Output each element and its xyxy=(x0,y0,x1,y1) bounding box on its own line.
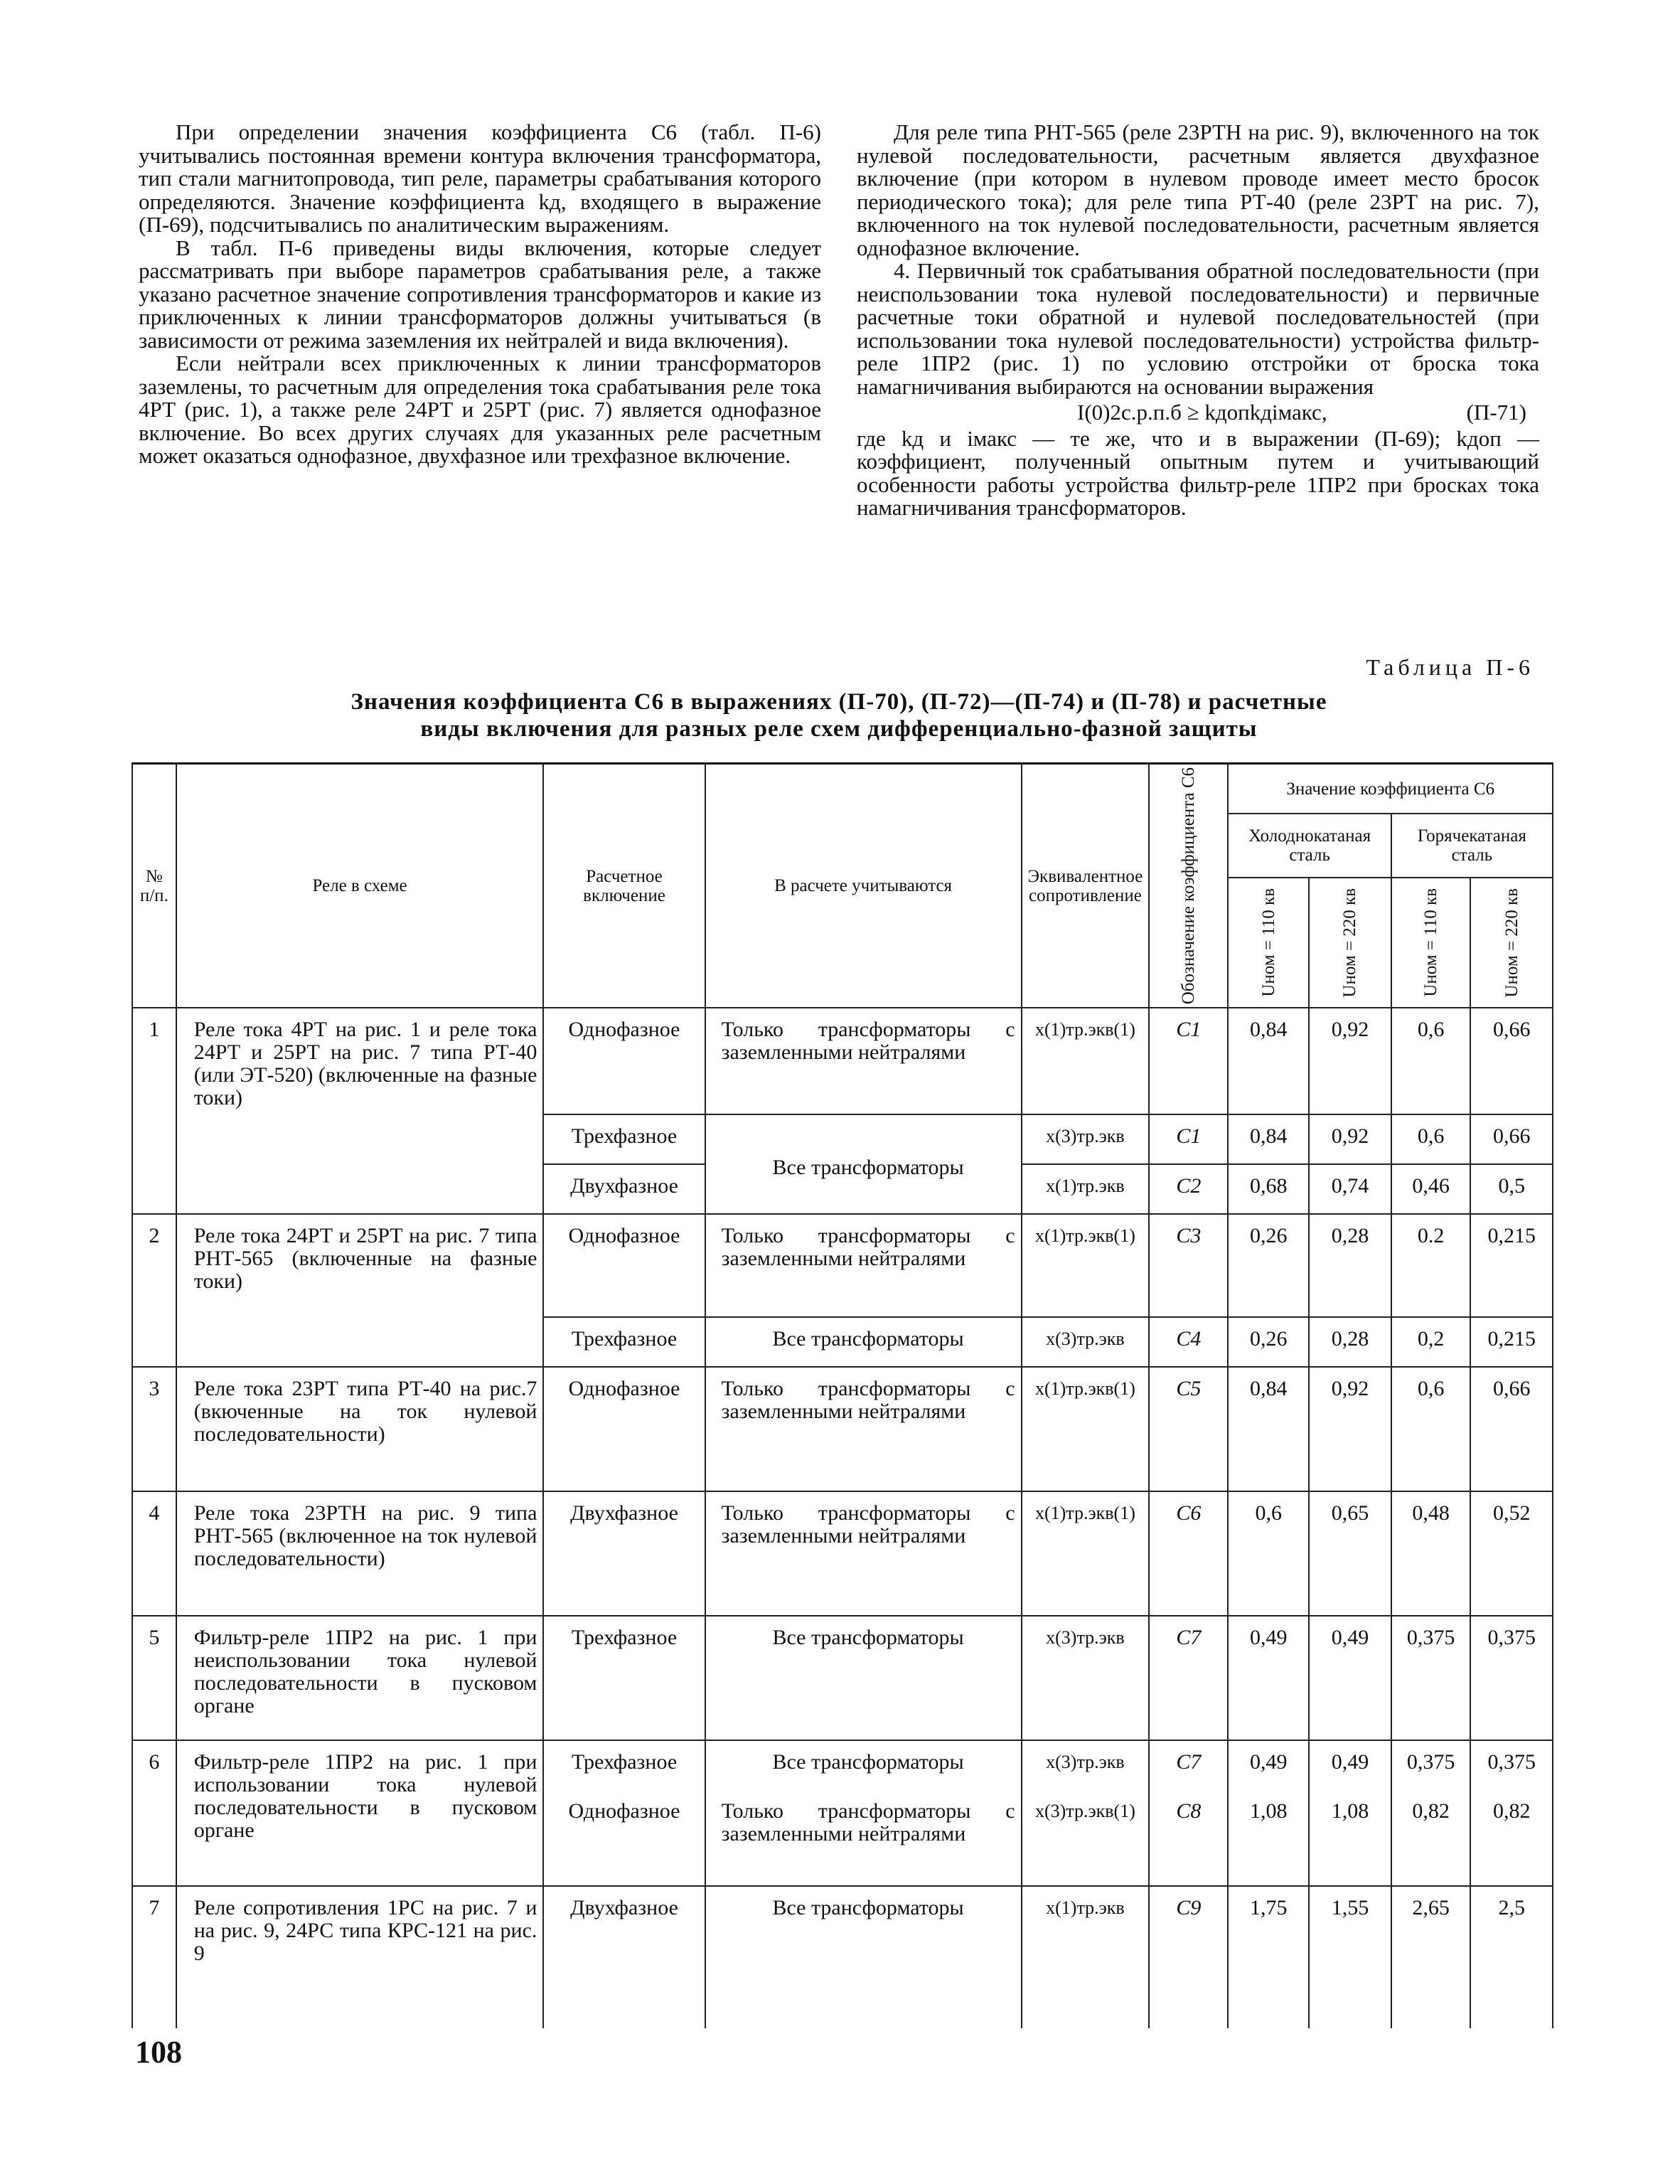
equivalent-cell: x(3)тр.экв xyxy=(1022,1317,1150,1367)
row-number: 6 xyxy=(132,1740,176,1886)
value-cell: 0,49 xyxy=(1228,1740,1309,1790)
value-cell: 0,48 xyxy=(1391,1491,1471,1616)
relay-cell: Реле сопротивления 1РС на рис. 7 и на рис. 9, 24РС типа КРС-121 на рис. 9 xyxy=(176,1886,544,2028)
equivalent-cell: x(1)тр.экв(1) xyxy=(1022,1008,1150,1114)
table-row xyxy=(132,1367,1553,1491)
value-cell: 0,49 xyxy=(1228,1616,1309,1740)
equivalent-cell: x(1)тр.экв xyxy=(1022,1886,1150,2028)
formula-p71 xyxy=(857,401,1539,425)
table-label: Таблица П-6 xyxy=(1366,654,1534,680)
value-cell: 0,52 xyxy=(1470,1491,1553,1616)
equivalent-cell: x(1)тр.экв(1) xyxy=(1022,1367,1150,1491)
consider-cell: Только трансформаторы с заземленными нейтралями xyxy=(705,1367,1022,1491)
value-cell: 0,49 xyxy=(1309,1616,1391,1740)
value-cell: 0.2 xyxy=(1391,1214,1471,1317)
row-number: 5 xyxy=(132,1616,176,1740)
paragraph: Если нейтрали всех приключенных к линии трансформаторов заземлены, то расчетным для определения тока срабатывания реле тока 4РТ (рис. 1), а также реле 24РТ и 25РТ (рис. 7) является однофазное включение. Во всех других случаях для указанных реле расчетным может оказаться однофазное, двухфазное или трехфазное включение. xyxy=(139,351,821,468)
value-cell: 0,2 xyxy=(1391,1317,1471,1367)
value-cell: 1,55 xyxy=(1309,1886,1391,2028)
relay-cell: Реле тока 24РТ и 25РТ на рис. 7 типа РНТ-565 (включенные на фазные токи) xyxy=(176,1214,544,1367)
equivalent-cell: x(1)тр.экв xyxy=(1022,1164,1150,1214)
paragraph: 4. Первичный ток срабатывания обратной последовательности (при неиспользовании тока нулевой последовательности) и первичные расчетные токи обратной и нулевой последовательностей (при использовании тока нулевой последовательности) устройства фильтр-реле 1ПР2 (рис. 1) по условию отстройки от броска тока намагничивания выбираются на основании выражения xyxy=(857,258,1539,399)
table-row xyxy=(132,1886,1553,2028)
left-text-column xyxy=(139,121,821,468)
value-cell: 0,215 xyxy=(1470,1214,1553,1317)
value-cell: 0,68 xyxy=(1228,1164,1309,1214)
value-cell: 0,6 xyxy=(1391,1008,1471,1114)
header-u220-text: Uном = 220 кв xyxy=(1502,888,1521,998)
header-u110 xyxy=(1391,878,1471,1008)
header-u220 xyxy=(1309,878,1391,1008)
consider-cell: Только трансформаторы с заземленными нейтралями xyxy=(705,1008,1022,1114)
symbol-cell: C6 xyxy=(1149,1491,1228,1616)
value-cell: 0,375 xyxy=(1470,1740,1553,1790)
caption-line: Значения коэффициента C6 в выражениях (П-70), (П-72)—(П-74) и (П-78) и расчетные xyxy=(351,689,1327,715)
value-cell: 0,375 xyxy=(1391,1740,1471,1790)
equivalent-cell: x(1)тр.экв(1) xyxy=(1022,1491,1150,1616)
symbol-cell: C4 xyxy=(1149,1317,1228,1367)
inclusion-cell: Двухфазное xyxy=(543,1886,705,2028)
header-symbol xyxy=(1149,764,1228,1008)
equivalent-cell: x(3)тр.экв xyxy=(1022,1740,1150,1790)
relay-cell: Реле тока 23РТН на рис. 9 типа РНТ-565 (включенное на ток нулевой последовательности) xyxy=(176,1491,544,1616)
consider-cell: Все трансформаторы xyxy=(705,1317,1022,1367)
header-u110-text: Uном = 110 кв xyxy=(1421,888,1441,997)
value-cell: 0,84 xyxy=(1228,1008,1309,1114)
value-cell: 0,6 xyxy=(1228,1491,1309,1616)
value-cell: 0,92 xyxy=(1309,1008,1391,1114)
value-cell: 0,6 xyxy=(1391,1367,1471,1491)
value-cell: 0,92 xyxy=(1309,1114,1391,1164)
value-cell: 0,84 xyxy=(1228,1367,1309,1491)
inclusion-cell: Двухфазное xyxy=(543,1164,705,1214)
table-row xyxy=(132,1214,1553,1317)
relay-cell: Фильтр-реле 1ПР2 на рис. 1 при использовании тока нулевой последовательности в пусковом органе xyxy=(176,1740,544,1886)
header-u220-text: Uном = 220 кв xyxy=(1340,888,1360,998)
formula: I(0)2с.р.п.б ≥ kдопkдiмакс, xyxy=(1077,400,1327,425)
row-number: 4 xyxy=(132,1491,176,1616)
symbol-cell: C7 xyxy=(1149,1616,1228,1740)
row-number: 7 xyxy=(132,1886,176,2028)
value-cell: 0,6 xyxy=(1391,1114,1471,1164)
inclusion-cell: Трехфазное xyxy=(543,1616,705,1740)
value-cell: 0,66 xyxy=(1470,1367,1553,1491)
value-cell: 0,26 xyxy=(1228,1214,1309,1317)
paragraph: где kд и iмакс — те же, что и в выражении (П-69); kдоп — коэффициент, полученный опытным путем и учитывающий особенности работы устройства фильтр-реле 1ПР2 при бросках тока намагничивания трансформаторов. xyxy=(857,425,1539,520)
consider-cell: Только трансформаторы с заземленными нейтралями xyxy=(705,1790,1022,1886)
header-hot-steel: Горячекатаная сталь xyxy=(1391,814,1553,878)
consider-cell: Все трансформаторы xyxy=(705,1114,1022,1214)
header-equivalent: Эквивалентное сопротивление xyxy=(1022,764,1150,1008)
coefficient-table xyxy=(132,762,1553,2028)
value-cell: 2,5 xyxy=(1470,1886,1553,2028)
header-consider: В расчете учитываются xyxy=(705,764,1022,1008)
value-cell: 1,08 xyxy=(1228,1790,1309,1886)
header-u110-text: Uном = 110 кв xyxy=(1258,888,1278,997)
table-row xyxy=(132,1616,1553,1740)
value-cell: 0,74 xyxy=(1309,1164,1391,1214)
value-cell: 0,49 xyxy=(1309,1740,1391,1790)
value-cell: 0,5 xyxy=(1470,1164,1553,1214)
consider-cell: Только трансформаторы с заземленными нейтралями xyxy=(705,1214,1022,1317)
header-u220 xyxy=(1470,878,1553,1008)
caption-line: виды включения для разных реле схем дифференциально-фазной защиты xyxy=(420,716,1258,742)
header-inclusion: Расчетное включение xyxy=(543,764,705,1008)
inclusion-cell: Однофазное xyxy=(543,1008,705,1114)
symbol-cell: C5 xyxy=(1149,1367,1228,1491)
paragraph: При определении значения коэффициента C6 (табл. П-6) учитывались постоянная времени контура включения трансформатора, тип стали магнитопровода, тип реле, параметры срабатывания которого определяются. Значение коэффициента kд, входящего в выражение (П-69), подсчитывались по аналитическим выражениям. xyxy=(139,119,821,237)
inclusion-cell: Трехфазное xyxy=(543,1740,705,1790)
header-value: Значение коэффициента C6 xyxy=(1228,764,1553,814)
equivalent-cell: x(3)тр.экв xyxy=(1022,1616,1150,1740)
relay-cell: Фильтр-реле 1ПР2 на рис. 1 при неиспользовании тока нулевой последовательности в пусковом органе xyxy=(176,1616,544,1740)
header-cold-steel: Холоднокатаная сталь xyxy=(1228,814,1391,878)
table-row xyxy=(132,1008,1553,1114)
value-cell: 0,28 xyxy=(1309,1317,1391,1367)
value-cell: 1,75 xyxy=(1228,1886,1309,2028)
value-cell: 0,375 xyxy=(1391,1616,1471,1740)
header-num: № п/п. xyxy=(132,764,176,1008)
right-text-column xyxy=(857,121,1539,520)
equivalent-cell: x(3)тр.экв(1) xyxy=(1022,1790,1150,1886)
value-cell: 0,92 xyxy=(1309,1367,1391,1491)
consider-cell: Все трансформаторы xyxy=(705,1886,1022,2028)
value-cell: 1,08 xyxy=(1309,1790,1391,1886)
row-number: 3 xyxy=(132,1367,176,1491)
symbol-cell: C1 xyxy=(1149,1114,1228,1164)
inclusion-cell: Трехфазное xyxy=(543,1114,705,1164)
row-number: 2 xyxy=(132,1214,176,1367)
symbol-cell: C1 xyxy=(1149,1008,1228,1114)
page-number: 108 xyxy=(135,2035,182,2070)
inclusion-cell: Однофазное xyxy=(543,1367,705,1491)
row-number: 1 xyxy=(132,1008,176,1214)
header-u110 xyxy=(1228,878,1309,1008)
value-cell: 0,215 xyxy=(1470,1317,1553,1367)
value-cell: 2,65 xyxy=(1391,1886,1471,2028)
header-relay: Реле в схеме xyxy=(176,764,544,1008)
value-cell: 0,84 xyxy=(1228,1114,1309,1164)
relay-cell: Реле тока 23РТ типа РТ-40 на рис.7 (вкюченные на ток нулевой последовательности) xyxy=(176,1367,544,1491)
consider-cell: Только трансформаторы с заземленными нейтралями xyxy=(705,1491,1022,1616)
table-row xyxy=(132,1491,1553,1616)
value-cell: 0,46 xyxy=(1391,1164,1471,1214)
value-cell: 0,375 xyxy=(1470,1616,1553,1740)
table-caption xyxy=(135,688,1543,742)
relay-cell: Реле тока 4РТ на рис. 1 и реле тока 24РТ и 25РТ на рис. 7 типа РТ-40 (или ЭТ-520) (включенные на фазные токи) xyxy=(176,1008,544,1214)
consider-cell: Все трансформаторы xyxy=(705,1740,1022,1790)
value-cell: 0,82 xyxy=(1470,1790,1553,1886)
consider-cell: Все трансформаторы xyxy=(705,1616,1022,1740)
inclusion-cell: Трехфазное xyxy=(543,1317,705,1367)
symbol-cell: C7 xyxy=(1149,1740,1228,1790)
inclusion-cell: Однофазное xyxy=(543,1790,705,1886)
paragraph: В табл. П-6 приведены виды включения, которые следует рассматривать при выборе параметров срабатывания реле, а также указано расчетное значение сопротивления трансформаторов и какие из приключенных к линии трансформаторов должны учитываться (в зависимости от режима заземления их нейтралей и вида включения). xyxy=(139,235,821,353)
formula-number: (П-71) xyxy=(1466,400,1526,425)
symbol-cell: C8 xyxy=(1149,1790,1228,1886)
symbol-cell: C2 xyxy=(1149,1164,1228,1214)
equivalent-cell: x(3)тр.экв xyxy=(1022,1114,1150,1164)
inclusion-cell: Двухфазное xyxy=(543,1491,705,1616)
value-cell: 0,65 xyxy=(1309,1491,1391,1616)
value-cell: 0,66 xyxy=(1470,1008,1553,1114)
inclusion-cell: Однофазное xyxy=(543,1214,705,1317)
value-cell: 0,66 xyxy=(1470,1114,1553,1164)
table-row xyxy=(132,1740,1553,1790)
paragraph: Для реле типа РНТ-565 (реле 23РТН на рис. 9), включенного на ток нулевой последовательности, расчетным является двухфазное включение (при котором в нулевом проводе имеет место бросок периодического тока); для реле типа РТ-40 (реле 23РТ на рис. 7), включенного на ток нулевой последовательности, расчетным является однофазное включение. xyxy=(857,119,1539,260)
symbol-cell: C9 xyxy=(1149,1886,1228,2028)
equivalent-cell: x(1)тр.экв(1) xyxy=(1022,1214,1150,1317)
symbol-cell: C3 xyxy=(1149,1214,1228,1317)
header-symbol-text: Обозначение коэффициента C6 xyxy=(1179,767,1199,1005)
value-cell: 0,82 xyxy=(1391,1790,1471,1886)
value-cell: 0,26 xyxy=(1228,1317,1309,1367)
value-cell: 0,28 xyxy=(1309,1214,1391,1317)
